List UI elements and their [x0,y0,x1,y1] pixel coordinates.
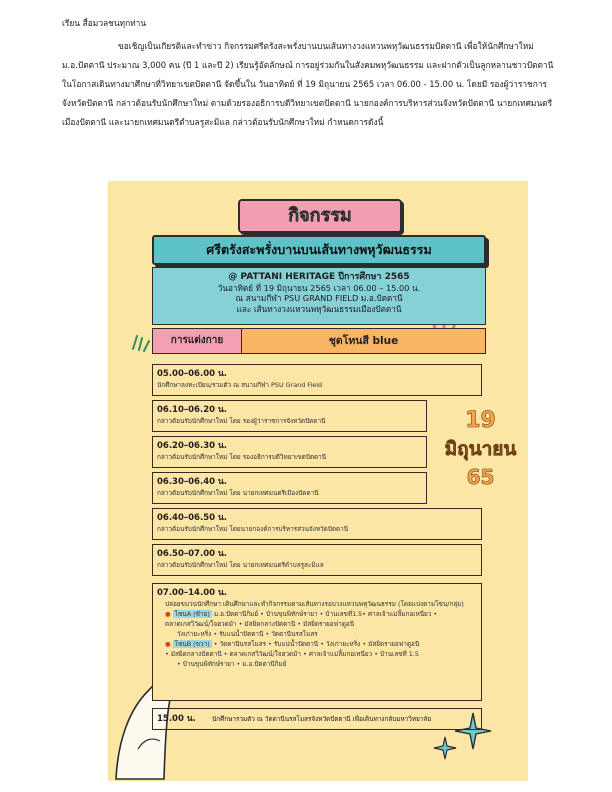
schedule-item [152,364,482,396]
poster-subtitle: ศรีตรังสะพรั่งบานบนเส้นทางพหุวัฒนธรรม [152,235,486,265]
schedule-desc: นักศึกษาลงทะเบียน/รวมตัว ณ สนามกีฬา PSU Grand Field [157,381,323,389]
zone-a-label: โซนA (ซ้าย) [174,610,210,618]
schedule-item [152,436,427,468]
zone-b-label: โซนB (ขวา) [174,640,210,648]
zone-a-stops-3: วังเก่ายะหริ่ง • รับแน่น้ำปัตตานี • วัดตานีนรสโมสร [177,630,318,638]
zone-b-stops-3: • บ้านขุนพิทักษ์รายา • ม.อ.ปัตตานีกิมย์ [177,660,287,668]
letter-body: ขอเชิญเป็นเกียรติและทำข่าว กิจกรรมศรีตรังสะพรั่งบานบนเส้นทางวงแหวนพหุวัฒนธรรมปัตตานี เพื่อให้นักศึกษาใหม่ ม.อ.ปัตตานี ประมาณ 3,000 คน (ปี 1 และปี 2) เรียนรู้อัตลักษณ์ การอยู่ร่วมกันในสังคมพหุวัฒนธรรม และฝากตัวเป็นลูกหลานชาวปัตตานี ในโอกาสเดินทางมาศึกษาที่วิทยาเขตปัตตานี จัดขึ้นใน วันอาทิตย์ ที่ 19 มิถุนายน 2565 เวลา 06.00 - 15.00 น. โดยมี รองผู้ว่าราชการจังหวัดปัตตานี กล่าวต้อนรับนักศึกษาใหม่ ตามด้วยรองอธิการบดีวิทยาเขตปัตตานี นายกองค์การบริหารส่วนจังหวัดปัตตานี นายกเทศมนตรีเมืองปัตตานี และนายกเทศมนตรีตำบลรูสะมิแล กล่าวต้อนรับนักศึกษาใหม่ กำหนดการดังนี้ [62,41,554,127]
event-poster [108,181,528,781]
schedule-item [152,544,482,576]
schedule-item [152,400,427,432]
dress-code-label: การแต่งกาย [153,329,242,353]
route-time: 07.00–14.00 น. [157,588,228,598]
zone-b-stops-1: • วัดตานีนรสโมสร • รับแน่น้ำปัตตานี • วังเก่ายะหริ่ง • มัสยิดรายอฟาตูอนี [211,640,420,648]
map-pin-icon: ● [165,640,171,648]
schedule-time: 06.40–06.50 น. [157,513,228,523]
final-time: 15.00 น. [157,714,196,724]
schedule-time: 06.20–06.30 น. [157,441,228,451]
schedule-desc: กล่าวต้อนรับนักศึกษาใหม่ โดย นายกเทศมนตรีตำบลรูสะมิแล [157,561,324,569]
big-date-year: 65 [466,465,495,489]
cover-letter [62,14,562,132]
star-small-icon [433,736,457,760]
dress-code-bar [152,328,486,354]
zone-b-stops-2: • มัสยิดกลางปัตตานี • ตลาดเกสวิวัฒน์/ใจฮวดม้า • ศาลเจ้าแม่ลิ้มกอเหนี่ยว • บ้านเลขที่ 1.5 [165,650,419,658]
event-info-box [152,267,486,325]
schedule-desc: กล่าวต้อนรับนักศึกษาใหม่ โดย รองผู้ว่าราชการจังหวัดปัตตานี [157,417,326,425]
zone-a-stops-2: ตลาดเกสวิวัฒน์/ใจฮวดม้า • มัสยิดกลางปัตตานี • มัสยิดรายอฟาตูอนี [165,620,355,628]
info-line-2: วันอาทิตย์ ที่ 19 มิถุนายน 2565 เวลา 06.00 – 15.00 น. [217,282,421,293]
info-line-4: และ เส้นทางวงแหวนพหุวัฒนธรรมเมืองปัตตานี [236,303,402,314]
route-desc: ปล่อยขบวนนักศึกษา เดินศึกษาและทำกิจกรรมตามเส้นทางรอบวงแหวนพหุวัฒนธรรม (โดยแบ่งตามโซน/กลุ่ม) [165,600,464,608]
route-schedule-item [152,583,482,701]
schedule-item [152,508,482,540]
schedule-desc: กล่าวต้อนรับนักศึกษาใหม่ โดย รองอธิการบดีวิทยาเขตปัตตานี [157,453,327,461]
final-desc: นักศึกษารวมตัว ณ วัดตานีนรสโมสรจังหวัดปัตตานี เพื่อเดินทางกลับมหาวิทยาลัย [211,715,432,723]
schedule-desc: กล่าวต้อนรับนักศึกษาใหม่ โดย นายกเทศมนตรีเมืองปัตตานี [157,489,319,497]
sparkle-lines-icon [130,331,152,353]
schedule-time: 05.00–06.00 น. [157,369,228,379]
final-schedule-item [152,708,482,730]
dress-code-value: ชุดโทนสี blue [328,335,399,347]
schedule-item [152,472,427,504]
info-line-1: @ PATTANI HERITAGE ปีการศึกษา 2565 [228,272,410,282]
big-date-month: มิถุนายน [444,438,517,460]
schedule-time: 06.10–06.20 น. [157,405,228,415]
poster-title: กิจกรรม [238,199,402,233]
schedule-time: 06.30–06.40 น. [157,477,228,487]
zone-a-stops-1: ม.อ.ปัตตานีกิมย์ • บ้านขุนพิทักษ์รายา • บ้านเลขที่1.5• ศาลเจ้าแม่ลิ้มกอเหนี่ยว • [211,610,438,618]
letter-greeting: เรียน สื่อมวลชนทุกท่าน [62,18,147,28]
info-line-3: ณ สนามกีฬา PSU GRAND FIELD ม.อ.ปัตตานี [235,293,403,303]
schedule-time: 06.50–07.00 น. [157,549,228,559]
big-date [438,407,523,491]
big-date-day: 19 [465,408,496,433]
schedule-desc: กล่าวต้อนรับนักศึกษาใหม่ โดยนายกองค์การบริหารส่วนจังหวัดปัตตานี [157,525,349,533]
map-pin-icon: ● [165,610,171,618]
